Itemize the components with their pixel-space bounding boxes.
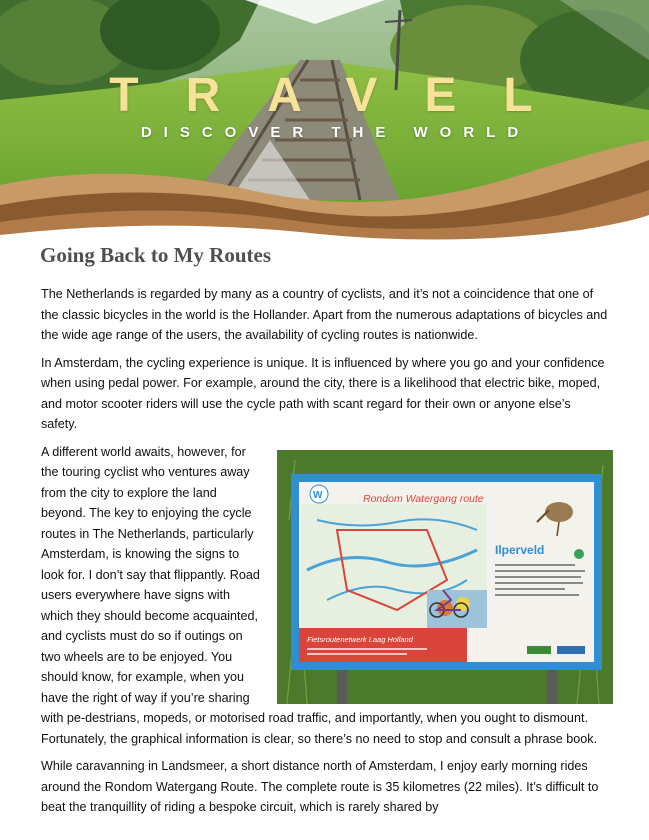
sign-place-name: Ilperveld [495,542,545,557]
sign-footer-text: Fietsroutenetwerk Laag Holland [307,634,413,644]
paragraph-4: While caravanning in Landsmeer, a short distance north of Amsterdam, I enjoy early morning rides around the Rondom Watergang Route. The complete route is 35 kilometres (22 miles). It’s difficult to beat the tranquillity of riding a bespoke circuit, which is rarely shared by [41,759,599,814]
route-sign-photo [277,450,613,704]
svg-text:W: W [313,489,323,501]
bird-illustration [545,502,573,522]
article-body [41,284,609,825]
paragraph-2: In Amsterdam, the cycling experience is unique. It is influenced by where you go and your confidence when using pedal power. For example, around the city, there is a likelihood that electric bike, moped, and motor scooter riders will use the cycle path with scant regard for their own or anyone else’s safety. [41,355,605,431]
hero-title: TRAVEL [109,69,580,122]
paragraph-1: The Netherlands is regarded by many as a country of cyclists, and it’s not a coincidence that one of the classic bicycles in the world is the Hollander. Apart from the numerous adaptations of bicycles and the wide age range of the users, the availability of cycling routes is nationwide. [41,287,608,342]
article-heading: Going Back to My Routes [40,243,271,267]
hero-banner [0,0,649,250]
hero-subtitle: DISCOVER THE WORLD [140,124,531,141]
paragraph-3: A different world awaits, however, for the touring cyclist who ventures away from the city to explore the land beyond. The key to enjoying the cycle routes in The Netherlands, particularly Amsterdam, is knowing the signs to look for. I don’t say that flippantly. Road users everywhere have signs with which they should become acquainted, and cyclists must do so if outings on two wheels are to be enjoyed. You should know, for example, when you have the right of way if you’re sharing with pe-destrians, mopeds, or motorised road traffic, and importantly, when you ought to dismount. Fortunately, the graphical information is clear, so there’s no need to stop and consult a phrase book. [41,444,598,746]
sign-route-title: Rondom Watergang route [363,492,484,505]
sign-footer-banner [299,628,467,662]
